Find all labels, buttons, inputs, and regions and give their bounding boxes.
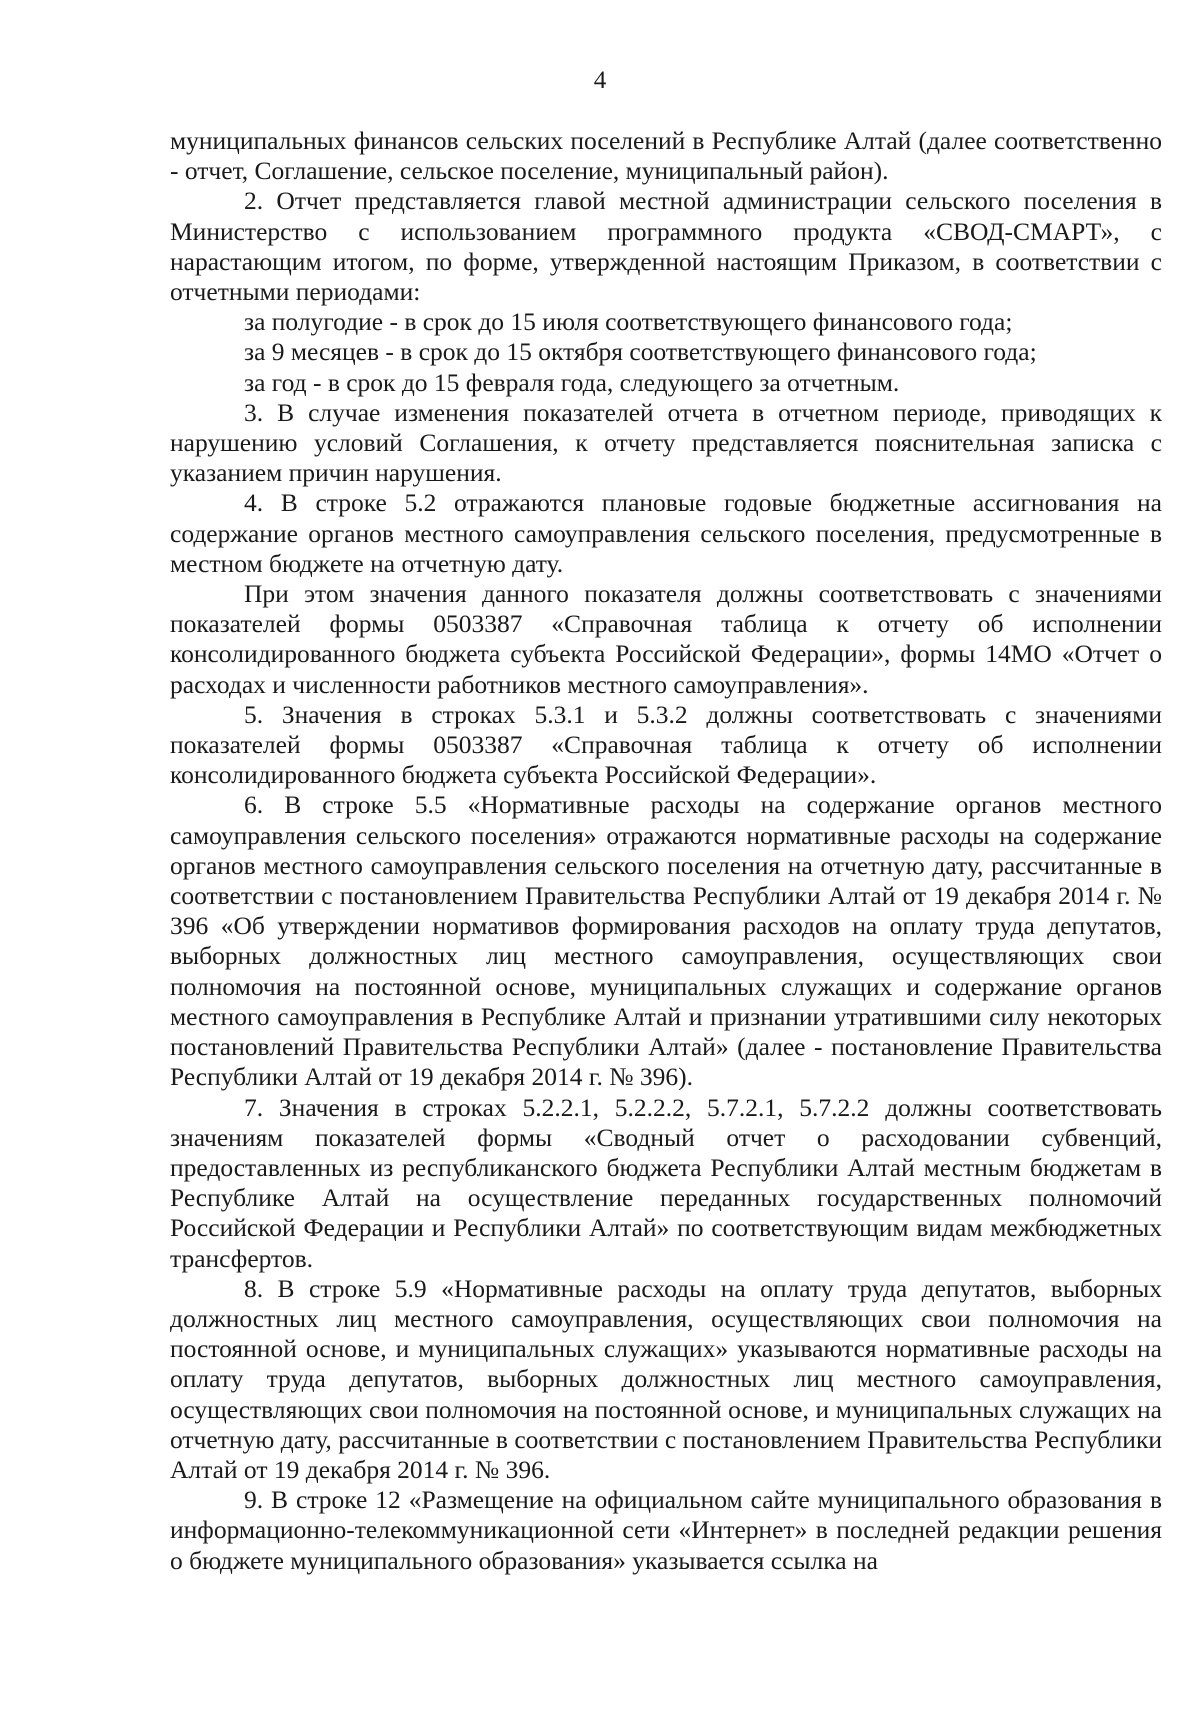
period-9-months: за 9 месяцев - в срок до 15 октября соответствующего финансового года; [244, 337, 1037, 367]
paragraph-9: 9. В строке 12 «Размещение на официальном сайте муниципального образования в информационно-телекоммуникационной сети «Интернет» в последней редакции решения о бюджете муниципального образования» указывается ссылка на [170, 1485, 1162, 1575]
document-body [170, 126, 1162, 1576]
paragraph-4: 4. В строке 5.2 отражаются плановые годовые бюджетные ассигнования на содержание органов местного самоуправления сельского поселения, предусмотренные в местном бюджете на отчетную дату. [170, 488, 1162, 578]
paragraph-6: 6. В строке 5.5 «Нормативные расходы на содержание органов местного самоуправления сельского поселения» отражаются нормативные расходы на содержание органов местного самоуправления сельского поселения на отчетную дату, рассчитанные в соответствии с постановлением Правительства Республики Алтай от 19 декабря 2014 г. № 396 «Об утверждении нормативов формирования расходов на оплату труда депутатов, выборных должностных лиц местного самоуправления, осуществляющих свои полномочия на постоянной основе, муниципальных служащих и содержание органов местного самоуправления в Республике Алтай и признании утратившими силу некоторых постановлений Правительства Республики Алтай» (далее - постановление Правительства Республики Алтай от 19 декабря 2014 г. № 396). [170, 790, 1162, 1092]
paragraph-8: 8. В строке 5.9 «Нормативные расходы на оплату труда депутатов, выборных должностных лиц местного самоуправления, осуществляющих свои полномочия на постоянной основе, и муниципальных служащих» указываются нормативные расходы на оплату труда депутатов, выборных должностных лиц местного самоуправления, осуществляющих свои полномочия на постоянной основе, и муниципальных служащих на отчетную дату, рассчитанные в соответствии с постановлением Правительства Республики Алтай от 19 декабря 2014 г. № 396. [170, 1273, 1162, 1484]
paragraph-2: 2. Отчет представляется главой местной администрации сельского поселения в Министерство с использованием программного продукта «СВОД-СМАРТ», с нарастающим итогом, по форме, утвержденной настоящим Приказом, в соответствии с отчетными периодами: [170, 186, 1162, 307]
paragraph-continuation: муниципальных финансов сельских поселений в Республике Алтай (далее соответственно - отчет, Соглашение, сельское поселение, муниципальный район). [170, 126, 1162, 186]
page-number: 4 [593, 67, 607, 94]
paragraph-4-note: При этом значения данного показателя должны соответствовать с значениями показателей формы 0503387 «Справочная таблица к отчету об исполнении консолидированного бюджета субъекта Российской Федерации», формы 14МО «Отчет о расходах и численности работников местного самоуправления». [170, 579, 1162, 699]
paragraph-7: 7. Значения в строках 5.2.2.1, 5.2.2.2, 5.7.2.1, 5.7.2.2 должны соответствовать значениям показателей формы «Сводный отчет о расходовании субвенций, предоставленных из республиканского бюджета Республики Алтай местным бюджетам в Республике Алтай на осуществление переданных государственных полномочий Российской Федерации и Республики Алтай» по соответствующим видам межбюджетных трансфертов. [170, 1092, 1162, 1273]
period-half-year: за полугодие - в срок до 15 июля соответствующего финансового года; [244, 307, 1013, 337]
paragraph-3: 3. В случае изменения показателей отчета в отчетном периоде, приводящих к нарушению условий Соглашения, к отчету представляется пояснительная записка с указанием причин нарушения. [170, 397, 1162, 488]
period-year: за год - в срок до 15 февраля года, следующего за отчетным. [244, 367, 900, 397]
paragraph-5: 5. Значения в строках 5.3.1 и 5.3.2 должны соответствовать с значениями показателей формы 0503387 «Справочная таблица к отчету об исполнении консолидированного бюджета субъекта Российской Федерации». [170, 699, 1162, 790]
